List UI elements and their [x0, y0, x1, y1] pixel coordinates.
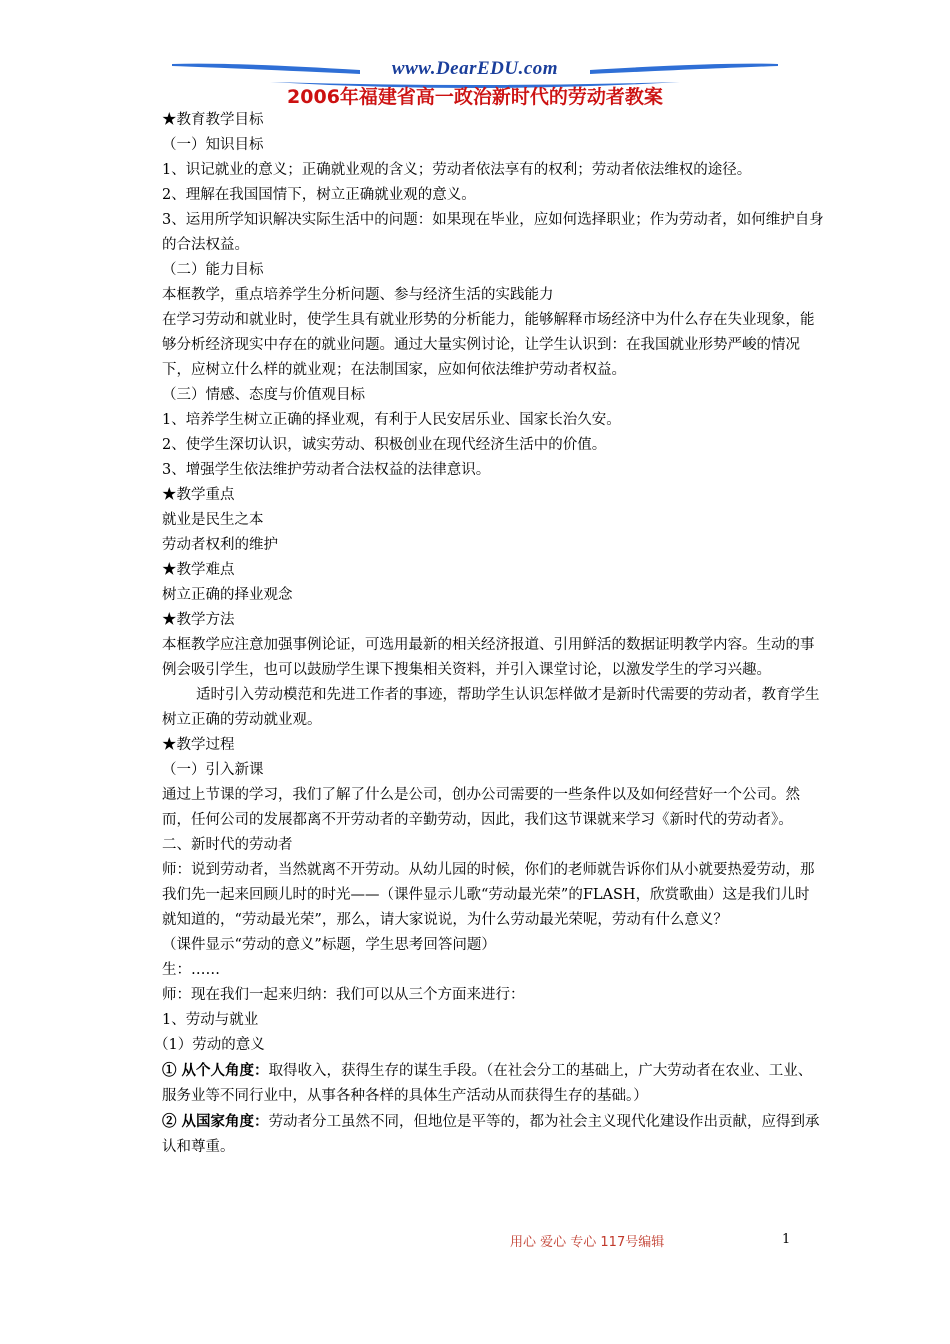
paragraph: 本框教学应注意加强事例论证，可选用最新的相关经济报道、引用鲜活的数据证明教学内容。生动的事例会吸引学生，也可以鼓励学生课下搜集相关资料，并引入课堂讨论，以激发学生的学习兴趣。: [162, 637, 815, 678]
paragraph: 3、增强学生依法维护劳动者合法权益的法律意识。: [162, 462, 491, 478]
section-heading: ★教学重点: [162, 487, 235, 503]
subsection-heading: （二）能力目标: [162, 262, 264, 278]
paragraph: 本框教学，重点培养学生分析问题、参与经济生活的实践能力: [162, 287, 554, 303]
paragraph: （课件显示“劳动的意义”标题，学生思考回答问题）: [162, 937, 496, 953]
point-label: ② 从国家角度：: [162, 1113, 269, 1130]
paragraph: 师：说到劳动者，当然就离不开劳动。从幼儿园的时候，你们的老师就告诉你们从小就要热爱劳动，那我们先一起来回顾儿时的时光——（课件显示儿歌“劳动最光荣”的FLASH，欣赏歌曲）这是我们儿时就知道的，“劳动最光荣”，那么，请大家说说，为什么劳动最光荣呢，劳动有什么意义？: [162, 862, 815, 928]
paragraph: 1、识记就业的意义；正确就业观的含义；劳动者依法享有的权利；劳动者依法维权的途径。: [162, 162, 752, 178]
paragraph: 2、理解在我国国情下，树立正确就业观的意义。: [162, 187, 476, 203]
document-body: [154, 108, 824, 1160]
point-paragraph: [162, 1058, 824, 1109]
point-text: 取得收入，获得生存的谋生手段。（在社会分工的基础上，广大劳动者在农业、工业、服务业等不同行业中，从事各种各样的具体生产活动从而获得生存的基础。）: [162, 1063, 813, 1104]
paragraph: 2、使学生深切认识，诚实劳动、积极创业在现代经济生活中的价值。: [162, 437, 607, 453]
subsection-heading: 1、劳动与就业: [162, 1012, 259, 1028]
subsection-heading: （一）知识目标: [162, 137, 264, 153]
document-title: 2006年福建省高一政治新时代的劳动者教案: [287, 86, 663, 108]
paragraph: 生：……: [162, 962, 220, 978]
section-heading: ★教学难点: [162, 562, 235, 578]
subsection-heading: 二、新时代的劳动者: [162, 837, 293, 853]
paragraph: 通过上节课的学习，我们了解了什么是公司，创办公司需要的一些条件以及如何经营好一个公司。然而，任何公司的发展都离不开劳动者的辛勤劳动，因此，我们这节课就来学习《新时代的劳动者》。: [162, 787, 800, 828]
paragraph: 树立正确的择业观念: [162, 587, 293, 603]
footer-text: 用心 爱心 专心 117号编辑: [510, 1235, 665, 1250]
point-text: 劳动者分工虽然不同，但地位是平等的，都为社会主义现代化建设作出贡献，应得到承认和尊重。: [162, 1114, 820, 1155]
subsection-heading: （一）引入新课: [162, 762, 264, 778]
point-paragraph: [162, 1109, 824, 1160]
section-heading: ★教学过程: [162, 737, 235, 753]
point-label: ① 从个人角度：: [162, 1062, 269, 1079]
subsection-heading: （三）情感、态度与价值观目标: [162, 387, 365, 403]
site-url: www.DearEDU.com: [391, 58, 559, 79]
paragraph: 3、运用所学知识解决实际生活中的问题：如果现在毕业，应如何选择职业；作为劳动者，如何维护自身的合法权益。: [162, 212, 824, 253]
paragraph: 适时引入劳动模范和先进工作者的事迹，帮助学生认识怎样做才是新时代需要的劳动者，教育学生树立正确的劳动就业观。: [162, 687, 820, 728]
page-number: 1: [782, 1232, 791, 1247]
paragraph: 劳动者权利的维护: [162, 537, 278, 553]
paragraph: 就业是民生之本: [162, 512, 264, 528]
paragraph: 在学习劳动和就业时，使学生具有就业形势的分析能力，能够解释市场经济中为什么存在失业现象，能够分析经济现实中存在的就业问题。通过大量实例讨论，让学生认识到：在我国就业形势严峻的情况下，应树立什么样的就业观；在法制国家，应如何依法维护劳动者权益。: [162, 312, 815, 378]
paragraph: 师：现在我们一起来归纳：我们可以从三个方面来进行：: [162, 987, 525, 1003]
section-heading: ★教育教学目标: [162, 112, 264, 128]
subsection-heading: （1）劳动的意义: [154, 1037, 265, 1053]
paragraph: 1、培养学生树立正确的择业观，有利于人民安居乐业、国家长治久安。: [162, 412, 621, 428]
section-heading: ★教学方法: [162, 612, 235, 628]
